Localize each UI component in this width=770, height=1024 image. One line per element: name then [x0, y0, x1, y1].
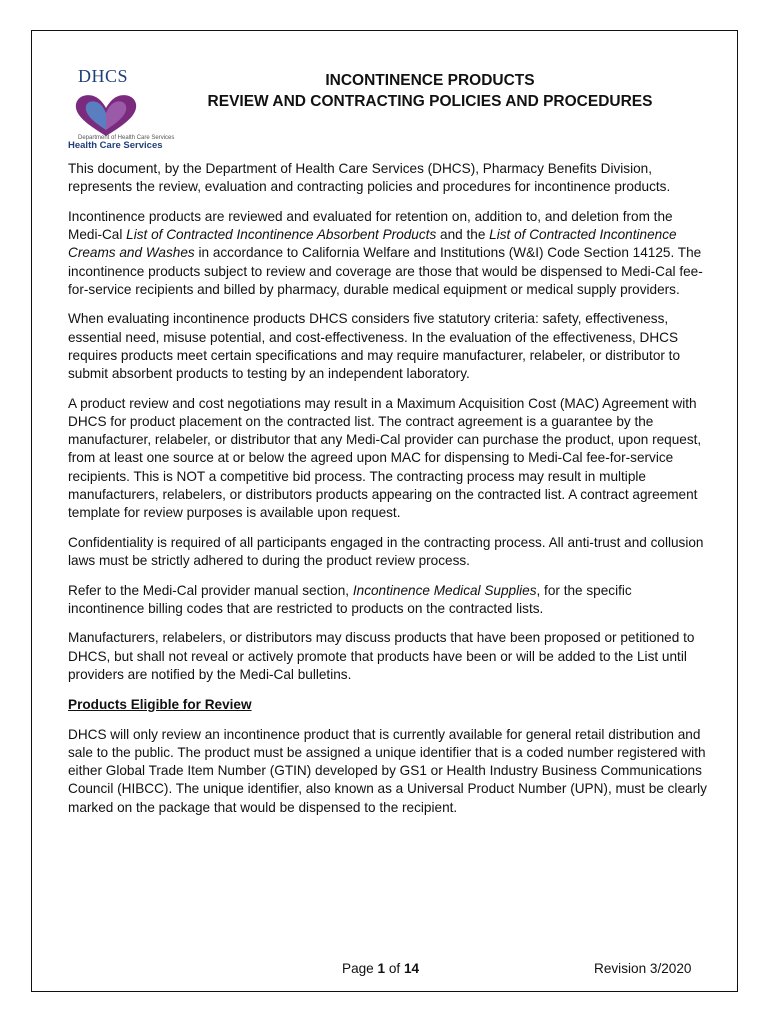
- p6-text-a: Refer to the Medi-Cal provider manual section,: [68, 582, 353, 598]
- paragraph-eligibility: DHCS will only review an incontinence product that is currently available for general retail distribution and sale to the public. The product must be assigned a unique identifier that is a coded number registered with either Global Trade Item Number (GTIN) developed by GS1 or Health Industry Business Communications Council (HIBCC). The unique identifier, also known as a Universal Product Number (UPN), must be clearly marked on the package that would be dispensed to the recipient.: [68, 726, 707, 815]
- title-line-1: INCONTINENCE PRODUCTS: [325, 72, 535, 89]
- p6-text-b: , for the specific incontinence billing codes that are restricted to products on the contracted lists.: [68, 582, 632, 616]
- document-body: [68, 160, 708, 828]
- paragraph-intro: This document, by the Department of Health Care Services (DHCS), Pharmacy Benefits Division, represents the review, evaluation and contracting policies and procedures for incontinence products.: [68, 161, 671, 195]
- of-word: of: [385, 961, 404, 976]
- paragraph-billing-codes: [68, 582, 708, 618]
- section-heading-products-eligible: Products Eligible for Review: [68, 696, 252, 712]
- title-line-2: REVIEW AND CONTRACTING POLICIES AND PROCEDURES: [207, 93, 653, 110]
- list-absorbent-products: List of Contracted Incontinence Absorbent Products: [126, 227, 437, 243]
- manual-section-title: Incontinence Medical Supplies: [352, 582, 537, 598]
- paragraph-criteria: When evaluating incontinence products DHCS considers five statutory criteria: safety, effectiveness, essential need, misuse potential, and cost-effectiveness. In the evaluation of the effectiveness, DHCS requires products meet certain specifications and may require manufacturer, relabeler, or distributor to submit absorbent products to testing by an independent laboratory.: [68, 311, 681, 382]
- logo-subname: Health Care Services: [68, 140, 163, 151]
- logo-tagline: Department of Health Care Services: [78, 135, 175, 141]
- heart-hands-icon: [70, 90, 142, 138]
- logo-name: DHCS: [78, 66, 129, 86]
- p2-text-b: and the: [436, 227, 490, 243]
- total-pages: 14: [403, 961, 420, 976]
- p2-text-c: in accordance to California Welfare and Institutions (W&I) Code Section 14125. The incontinence products subject to review and coverage are those that would be dispensed to Medi-Cal fee-for-service recipients and billed by pharmacy, durable medical equipment or medical supply providers.: [68, 245, 703, 297]
- list-creams-washes: List of Contracted Incontinence Creams and Washes: [68, 227, 677, 261]
- paragraph-mac-agreement: A product review and cost negotiations may result in a Maximum Acquisition Cost (MAC) Agreement with DHCS for product placement on the contracted list. The contract agreement is a guarantee by the manufacturer, relabeler, or distributor that any Medi-Cal provider can purchase the product, upon request, from at least one source at or below the agreed upon MAC for dispensing to Medi-Cal fee-for-service recipients. This is NOT a competitive bid process. The contracting process may result in multiple manufacturers, relabelers, or distributors products appearing on the contracted list. A contract agreement template for review purposes is available upon request.: [68, 395, 702, 520]
- page-number: [342, 961, 419, 976]
- document-title: [170, 70, 690, 112]
- paragraph-confidentiality: Confidentiality is required of all participants engaged in the contracting process. All anti-trust and collusion laws must be strictly adhered to during the product review process.: [68, 534, 704, 568]
- p2-text-a: Incontinence products are reviewed and evaluated for retention on, addition to, and deletion from the Medi-Cal: [68, 208, 673, 243]
- current-page: 1: [377, 961, 386, 976]
- paragraph-promotion: Manufacturers, relabelers, or distributors may discuss products that have been proposed or petitioned to DHCS, but shall not reveal or actively promote that products have been or will be added to the List until providers are notified by the Medi-Cal bulletins.: [68, 630, 695, 682]
- paragraph-review-scope: [68, 208, 708, 299]
- page-word: Page: [342, 961, 378, 976]
- revision-date: Revision 3/2020: [594, 961, 692, 976]
